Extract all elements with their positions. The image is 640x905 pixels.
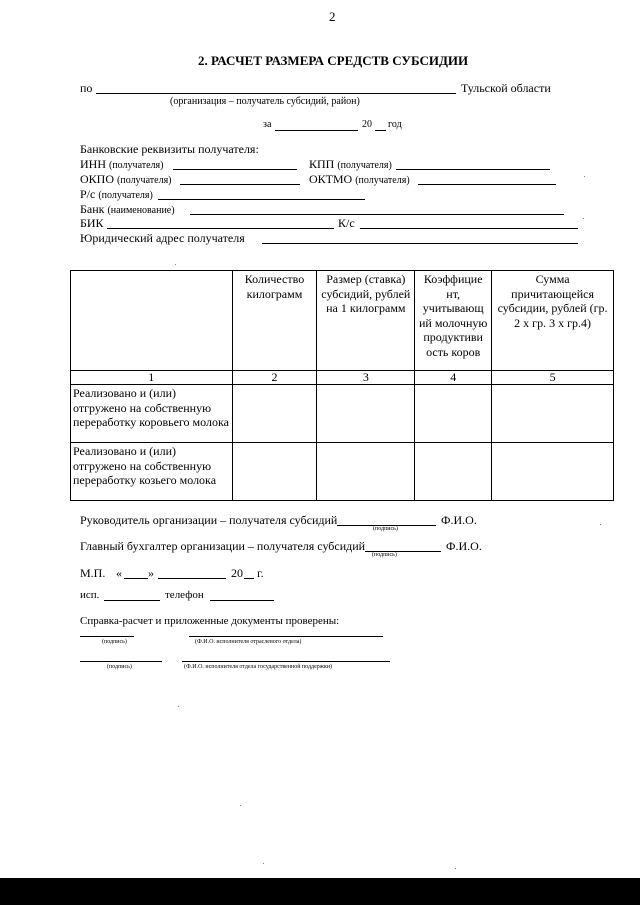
sign1-hint: (подпись) <box>102 639 127 645</box>
za-label: за <box>263 119 272 130</box>
mp-year-field[interactable] <box>244 578 254 579</box>
phone-label: телефон <box>165 589 204 601</box>
row-label: Реализовано и (или) отгружено на собственную переработку коровьего молока <box>71 385 233 443</box>
ks-field[interactable] <box>360 228 578 229</box>
sign2-hint: (подпись) <box>107 664 132 670</box>
oktmo-label: ОКТМО (получателя) <box>309 172 410 186</box>
table-header-row <box>71 271 614 371</box>
period-field[interactable] <box>275 130 358 131</box>
subsidy-table <box>70 270 614 501</box>
scan-speck <box>263 863 264 864</box>
year-prefix: 20 <box>362 119 372 130</box>
header-cell: Размер (ставка) субсидий, рублей на 1 килограмм <box>317 271 415 371</box>
column-number: 3 <box>317 371 415 385</box>
head-fio: Ф.И.О. <box>441 513 477 527</box>
header-cell: Количество килограмм <box>232 271 317 371</box>
sign1-field[interactable] <box>80 636 134 637</box>
po-label: по <box>80 81 93 95</box>
scan-speck <box>583 218 584 219</box>
mp-label: М.П. <box>80 566 106 580</box>
region-label: Тульской области <box>461 81 551 95</box>
inn-label: ИНН (получателя) <box>80 157 164 171</box>
coefficient-cell[interactable] <box>415 385 492 443</box>
header-cell: Сумма причитающейся субсидии, рублей (гр. 2 х гр. 3 х гр.4) <box>492 271 614 371</box>
year-field[interactable] <box>375 130 386 131</box>
isp-label: исп. <box>80 589 100 601</box>
bank-label: Банк (наименование) <box>80 202 175 216</box>
scan-speck <box>178 706 179 707</box>
rs-field[interactable] <box>158 199 365 200</box>
quantity-cell[interactable] <box>232 443 317 501</box>
ks-label: К/с <box>338 216 355 230</box>
accountant-label: Главный бухгалтер организации – получателя субсидий <box>80 539 366 553</box>
column-number: 1 <box>71 371 233 385</box>
table-row <box>71 385 614 443</box>
quote-open: « <box>116 566 122 580</box>
inn-field[interactable] <box>173 169 297 170</box>
scan-speck <box>175 264 176 265</box>
address-label: Юридический адрес получателя <box>80 231 245 245</box>
row-label: Реализовано и (или) отгружено на собственную переработку козьего молока <box>71 443 233 501</box>
checked-label: Справка-расчет и приложенные документы проверены: <box>80 615 340 627</box>
day-field[interactable] <box>124 578 148 579</box>
rate-cell[interactable] <box>317 443 415 501</box>
head-label: Руководитель организации – получателя субсидий <box>80 513 338 527</box>
accountant-fio: Ф.И.О. <box>446 539 482 553</box>
okpo-label: ОКПО (получателя) <box>80 172 172 186</box>
header-cell: Коэффицие нт, учитывающ ий молочную продуктиви ость коров <box>415 271 492 371</box>
okpo-field[interactable] <box>180 184 300 185</box>
column-number: 4 <box>415 371 492 385</box>
organization-hint: (организация – получатель субсидий, район) <box>170 96 360 107</box>
scan-speck <box>455 868 456 869</box>
month-field[interactable] <box>158 578 226 579</box>
mp-year-suffix: г. <box>257 566 264 580</box>
bank-field[interactable] <box>190 214 564 215</box>
table-row <box>71 443 614 501</box>
kpp-field[interactable] <box>396 169 550 170</box>
rs-label: Р/с (получателя) <box>80 187 153 201</box>
scan-speck <box>600 524 601 525</box>
page-title: 2. РАСЧЕТ РАЗМЕРА СРЕДСТВ СУБСИДИИ <box>198 53 469 68</box>
organization-field[interactable] <box>96 93 456 94</box>
sign2-fio-field[interactable] <box>182 661 390 662</box>
table-number-row <box>71 371 614 385</box>
phone-field[interactable] <box>210 600 274 601</box>
column-number: 5 <box>492 371 614 385</box>
sign1-fio-hint: (Ф.И.О. исполнителя отраслевого отдела) <box>195 639 302 645</box>
page-number: 2 <box>329 9 336 24</box>
sign1-fio-field[interactable] <box>189 636 383 637</box>
quote-close: » <box>148 566 154 580</box>
quantity-cell[interactable] <box>232 385 317 443</box>
bik-field[interactable] <box>107 228 334 229</box>
accountant-sign-hint: (подпись) <box>372 552 397 558</box>
header-cell <box>71 271 233 371</box>
coefficient-cell[interactable] <box>415 443 492 501</box>
address-field[interactable] <box>262 243 578 244</box>
bik-label: БИК <box>80 216 104 230</box>
sign2-field[interactable] <box>80 661 162 662</box>
scan-speck <box>584 176 585 177</box>
scan-speck <box>240 805 241 806</box>
kpp-label: КПП (получателя) <box>309 157 392 171</box>
amount-cell[interactable] <box>492 443 614 501</box>
requisites-title: Банковские реквизиты получателя: <box>80 142 259 156</box>
mp-year: 20 <box>231 566 243 580</box>
rate-cell[interactable] <box>317 385 415 443</box>
sign2-fio-hint: (Ф.И.О. исполнителя отдела государственной поддержки) <box>184 664 333 670</box>
head-sign-hint: (подпись) <box>373 526 398 532</box>
scan-bottom-border <box>0 878 640 905</box>
isp-field[interactable] <box>104 600 160 601</box>
column-number: 2 <box>232 371 317 385</box>
amount-cell[interactable] <box>492 385 614 443</box>
oktmo-field[interactable] <box>418 184 556 185</box>
year-suffix: год <box>388 119 402 130</box>
